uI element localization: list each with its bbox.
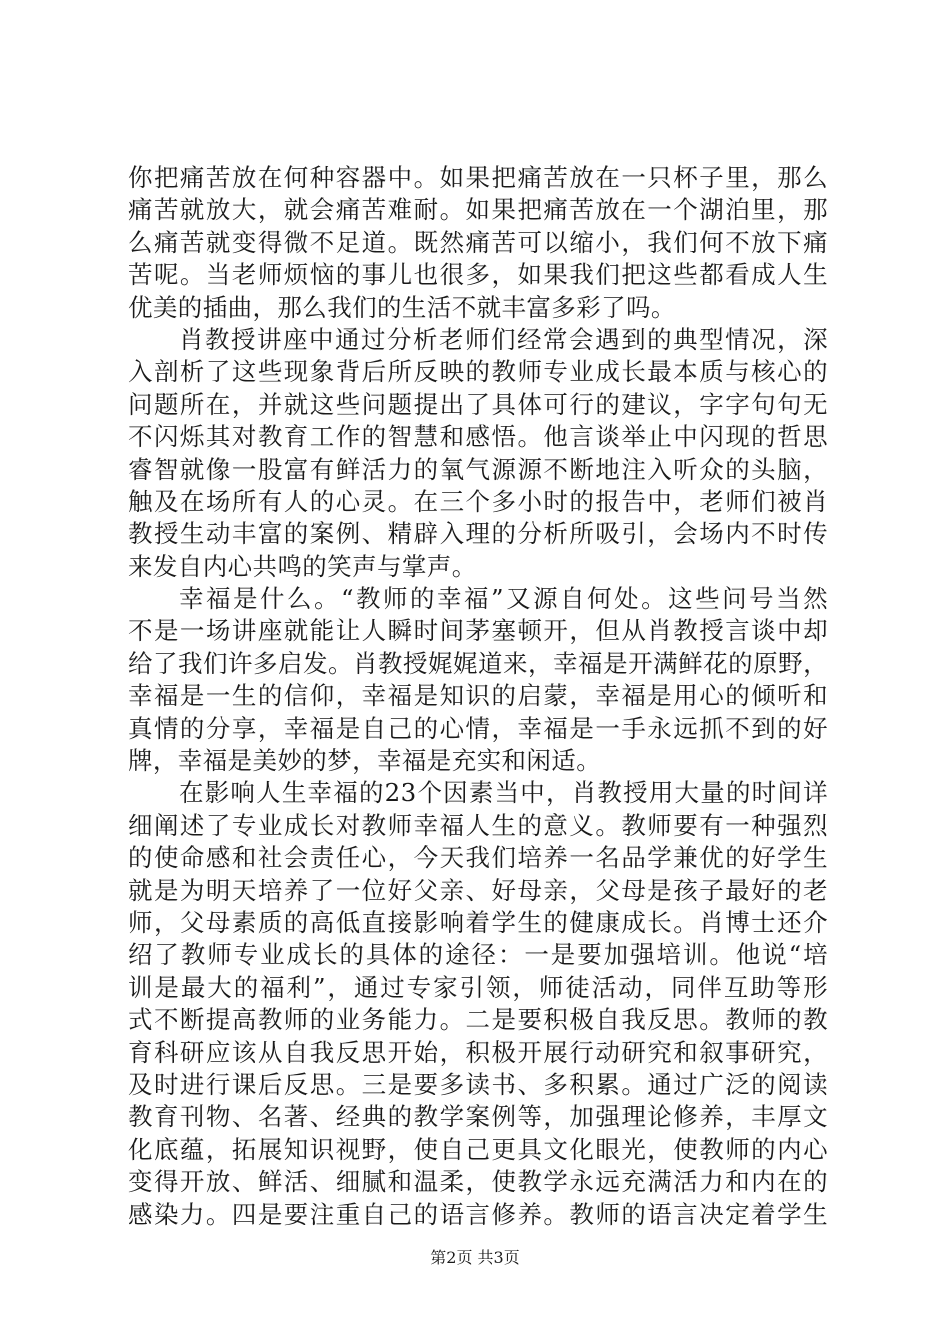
- text-line: 及时进行课后反思。三是要多读书、多积累。通过广泛的阅读: [128, 1069, 828, 1099]
- text-line: 优美的插曲，那么我们的生活不就丰富多彩了吗。: [128, 292, 676, 322]
- text-line: 入剖析了这些现象背后所反映的教师专业成长最本质与核心的: [128, 357, 828, 387]
- text-line: 感染力。四是要注重自己的语言修养。教师的语言决定着学生: [128, 1199, 828, 1229]
- text-line: 给了我们许多启发。肖教授娓娓道来，幸福是开满鲜花的原野，: [128, 648, 828, 678]
- text-line: 变得开放、鲜活、细腻和温柔，使教学永远充满活力和内在的: [128, 1167, 828, 1197]
- text-line: 师，父母素质的高低直接影响着学生的健康成长。肖博士还介: [128, 907, 828, 937]
- text-line: 化底蕴，拓展知识视野，使自己更具文化眼光，使教师的内心: [128, 1134, 828, 1164]
- text-line: 教育刊物、名著、经典的教学案例等，加强理论修养，丰厚文: [128, 1102, 828, 1132]
- text-line: 牌，幸福是美妙的梦，幸福是充实和闲适。: [128, 746, 602, 776]
- text-line: 么痛苦就变得微不足道。既然痛苦可以缩小，我们何不放下痛: [128, 227, 828, 257]
- text-line: 育科研应该从自我反思开始，积极开展行动研究和叙事研究，: [128, 1037, 828, 1067]
- text-line: 幸福是一生的信仰，幸福是知识的启蒙，幸福是用心的倾听和: [128, 681, 828, 711]
- text-line: 你把痛苦放在何种容器中。如果把痛苦放在一只杯子里，那么: [128, 163, 828, 192]
- text-line: 式不断提高教师的业务能力。二是要积极自我反思。教师的教: [128, 1005, 828, 1035]
- text-line: 苦呢。当老师烦恼的事儿也很多，如果我们把这些都看成人生: [128, 260, 828, 290]
- text-line: 就是为明天培养了一位好父亲、好母亲，父母是孩子最好的老: [128, 875, 828, 905]
- text-line: 不是一场讲座就能让人瞬时间茅塞顿开，但从肖教授言谈中却: [128, 616, 828, 646]
- page-number-footer: 第2页 共3页: [430, 1248, 520, 1267]
- paragraph-first-line: 在影响人生幸福的23个因素当中，肖教授用大量的时间详: [179, 778, 828, 808]
- text-line: 细阐述了专业成长对教师幸福人生的意义。教师要有一种强烈: [128, 810, 828, 840]
- text-line: 教授生动丰富的案例、精辟入理的分析所吸引，会场内不时传: [128, 519, 828, 549]
- text-line: 睿智就像一股富有鲜活力的氧气源源不断地注入听众的头脑，: [128, 454, 828, 484]
- text-line: 不闪烁其对教育工作的智慧和感悟。他言谈举止中闪现的哲思: [128, 422, 828, 452]
- paragraph-first-line: 幸福是什么。“教师的幸福”又源自何处。这些问号当然: [179, 584, 828, 614]
- text-line: 绍了教师专业成长的具体的途径：一是要加强培训。他说“培: [128, 940, 828, 970]
- text-line: 触及在场所有人的心灵。在三个多小时的报告中，老师们被肖: [128, 486, 828, 516]
- text-line: 问题所在，并就这些问题提出了具体可行的建议，字字句句无: [128, 389, 828, 419]
- body-text: [128, 162, 828, 1231]
- paragraph-first-line: 肖教授讲座中通过分析老师们经常会遇到的典型情况，深: [179, 324, 828, 354]
- text-line: 真情的分享，幸福是自己的心情，幸福是一手永远抓不到的好: [128, 713, 828, 743]
- text-line: 来发自内心共鸣的笑声与掌声。: [128, 551, 477, 581]
- text-line: 痛苦就放大，就会痛苦难耐。如果把痛苦放在一个湖泊里，那: [128, 195, 828, 225]
- text-line: 训是最大的福利”，通过专家引领，师徒活动，同伴互助等形: [128, 972, 828, 1002]
- text-line: 的使命感和社会责任心，今天我们培养一名品学兼优的好学生: [128, 843, 828, 873]
